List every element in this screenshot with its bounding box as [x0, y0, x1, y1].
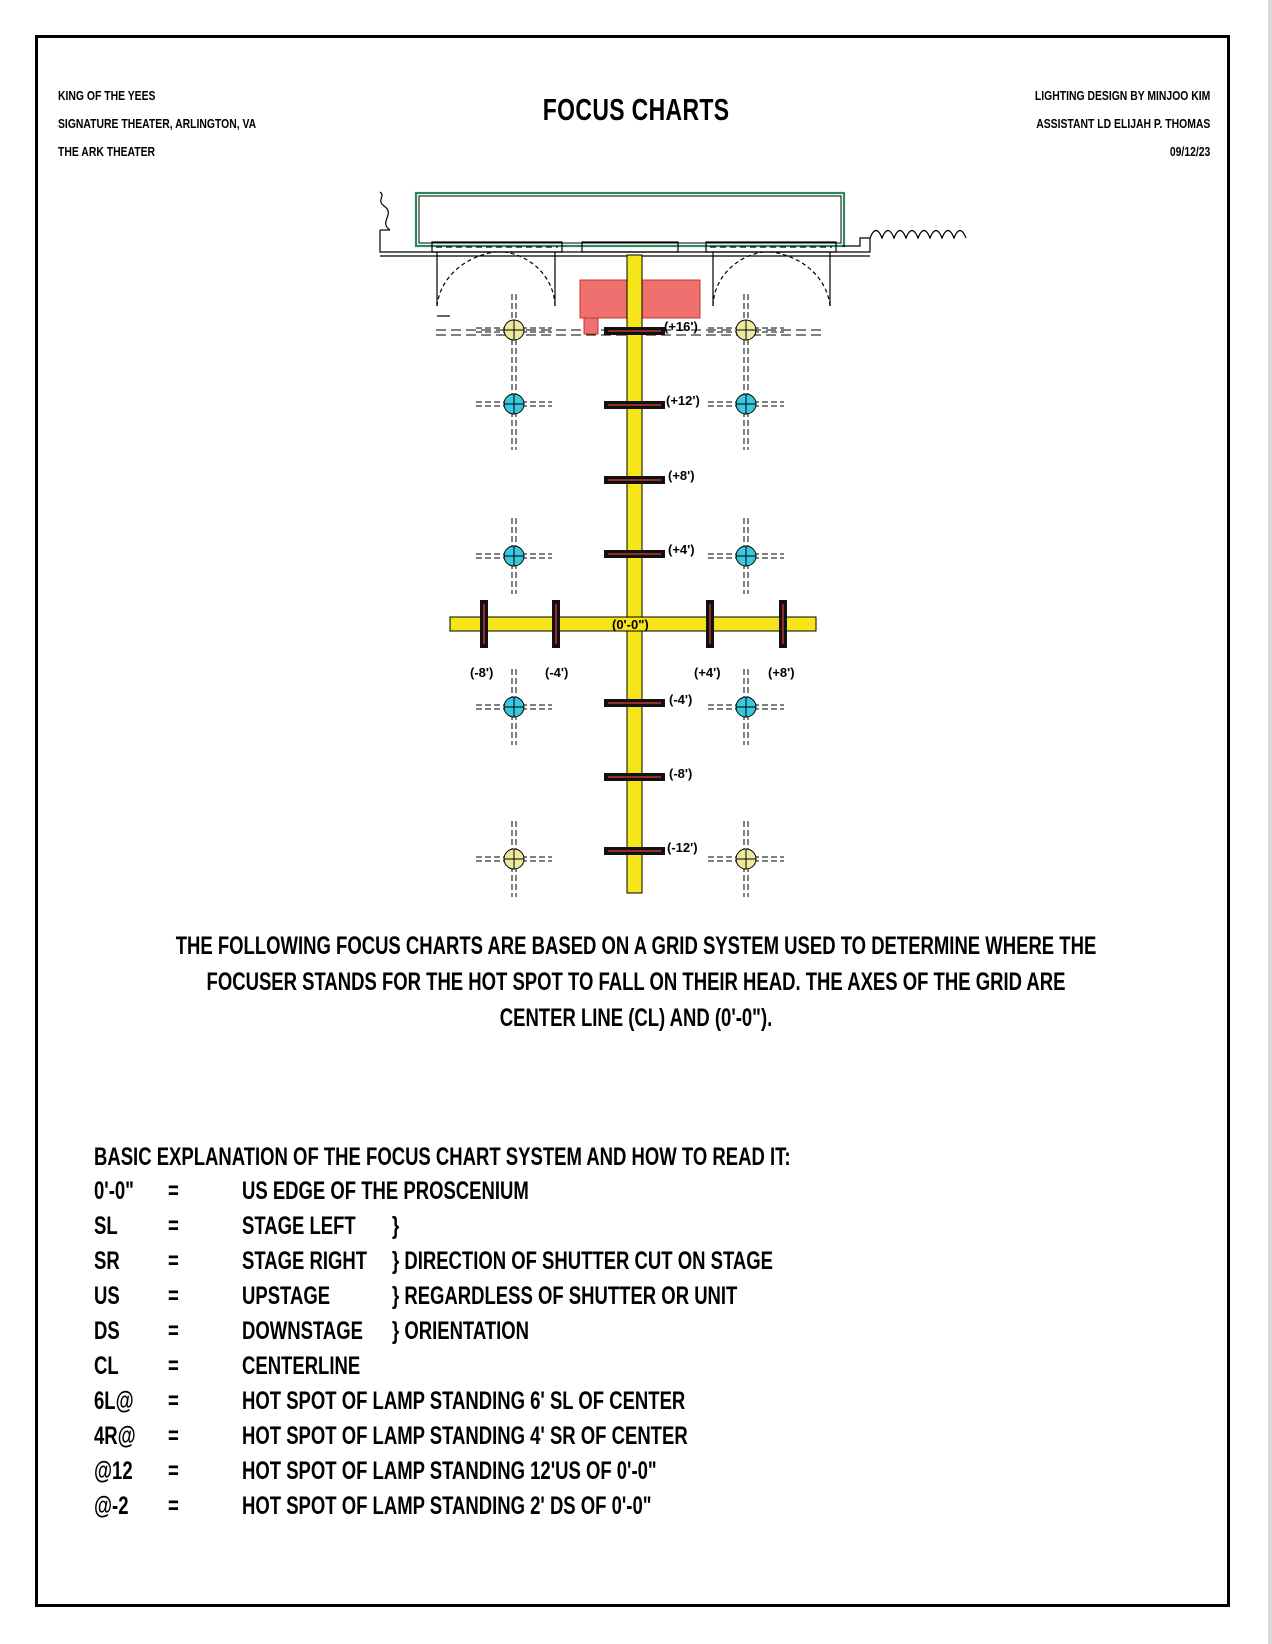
legend-definition: US EDGE OF THE PROSCENIUM [242, 1177, 529, 1205]
stage-right-curtain [870, 231, 966, 239]
right-door-swing [772, 252, 830, 306]
legend-row [94, 1314, 1035, 1349]
label-minus12: (-12') [667, 840, 698, 855]
legend-title: BASIC EXPLANATION OF THE FOCUS CHART SYSTEM AND HOW TO READ IT: [94, 1143, 791, 1171]
legend-equals: = [168, 1387, 179, 1415]
description-line: THE FOLLOWING FOCUS CHARTS ARE BASED ON A GRID SYSTEM USED TO DETERMINE WHERE THE [175, 932, 1097, 960]
legend-equals: = [168, 1317, 179, 1345]
legend-definition: HOT SPOT OF LAMP STANDING 4' SR OF CENTER [242, 1422, 688, 1450]
lighting-position-marker [708, 518, 784, 594]
wall-baseline [380, 230, 870, 252]
lighting-position-marker [476, 366, 552, 442]
page-title: FOCUS CHARTS [542, 92, 730, 127]
lighting-position-marker [708, 821, 784, 897]
legend-abbr: @-2 [94, 1492, 129, 1520]
description-line: CENTER LINE (CL) AND (0'-0"). [499, 1004, 773, 1032]
upstage-wall-green [416, 193, 844, 246]
label-x-minus4: (-4') [545, 665, 569, 680]
legend-rows [94, 1174, 1035, 1524]
centerline-axis [627, 255, 642, 893]
legend-note: } DIRECTION OF SHUTTER CUT ON STAGE [392, 1247, 773, 1275]
legend-equals: = [168, 1282, 179, 1310]
legend-row [94, 1349, 1035, 1384]
lighting-position-marker [708, 294, 784, 450]
legend-equals: = [168, 1422, 179, 1450]
legend-equals: = [168, 1177, 179, 1205]
legend-definition: STAGE LEFT [242, 1212, 356, 1240]
label-zero: (0'-0") [612, 617, 649, 632]
grid-description [0, 928, 1272, 1036]
lighting-position-marker [476, 294, 552, 450]
legend [94, 1140, 1035, 1524]
legend-abbr: SR [94, 1247, 120, 1275]
label-plus12: (+12') [666, 393, 700, 408]
legend-note: } ORIENTATION [392, 1317, 530, 1345]
legend-note: } REGARDLESS OF SHUTTER OR UNIT [392, 1282, 738, 1310]
legend-abbr: 6L@ [94, 1387, 134, 1415]
legend-row [94, 1209, 1035, 1244]
legend-equals: = [168, 1212, 179, 1240]
legend-abbr: US [94, 1282, 120, 1310]
venue: SIGNATURE THEATER, ARLINGTON, VA [58, 116, 257, 131]
lighting-position-marker [708, 669, 784, 745]
legend-row [94, 1174, 1035, 1209]
legend-note: } [392, 1212, 400, 1240]
legend-definition: UPSTAGE [242, 1282, 331, 1310]
legend-abbr: CL [94, 1352, 119, 1380]
legend-equals: = [168, 1352, 179, 1380]
legend-definition: HOT SPOT OF LAMP STANDING 6' SL OF CENTER [242, 1387, 686, 1415]
label-x-minus8: (-8') [470, 665, 494, 680]
label-plus4: (+4') [668, 542, 695, 557]
label-x-plus8: (+8') [768, 665, 795, 680]
assistant-credit: ASSISTANT LD ELIJAH P. THOMAS [1035, 116, 1210, 131]
grid-axes [450, 255, 816, 893]
legend-abbr: DS [94, 1317, 120, 1345]
lighting-position-marker [476, 669, 552, 745]
legend-row [94, 1454, 1035, 1489]
legend-equals: = [168, 1492, 179, 1520]
legend-definition: HOT SPOT OF LAMP STANDING 2' DS OF 0'-0" [242, 1492, 652, 1520]
legend-definition: HOT SPOT OF LAMP STANDING 12'US OF 0'-0" [242, 1457, 657, 1485]
lighting-position-marker [708, 366, 784, 442]
legend-abbr: 4R@ [94, 1422, 136, 1450]
date: 09/12/23 [1169, 144, 1210, 159]
legend-abbr: SL [94, 1212, 118, 1240]
label-minus8: (-8') [669, 766, 693, 781]
legend-equals: = [168, 1247, 179, 1275]
label-plus8: (+8') [668, 468, 695, 483]
legend-row [94, 1384, 1035, 1419]
legend-row [94, 1419, 1035, 1454]
label-x-plus4: (+4') [694, 665, 721, 680]
designer-credit: LIGHTING DESIGN BY MINJOO KIM [1034, 88, 1210, 103]
legend-row [94, 1489, 1035, 1524]
legend-abbr: @12 [94, 1457, 133, 1485]
legend-row [94, 1244, 1035, 1279]
theater-space: THE ARK THEATER [58, 144, 156, 159]
legend-equals: = [168, 1457, 179, 1485]
legend-abbr: 0'-0" [94, 1177, 134, 1205]
description-line: FOCUSER STANDS FOR THE HOT SPOT TO FALL ON THEIR HEAD. THE AXES OF THE GRID ARE [206, 968, 1066, 996]
lighting-position-marker [476, 518, 552, 594]
stage-left-curtain [380, 192, 390, 230]
legend-definition: CENTERLINE [242, 1352, 361, 1380]
lighting-position-marker [476, 821, 552, 897]
legend-row [94, 1279, 1035, 1314]
legend-definition: STAGE RIGHT [242, 1247, 368, 1275]
label-plus16: (+16') [664, 319, 698, 334]
legend-definition: DOWNSTAGE [242, 1317, 363, 1345]
left-door-swing [437, 252, 495, 306]
label-minus4: (-4') [669, 692, 693, 707]
production-title: KING OF THE YEES [58, 88, 156, 103]
